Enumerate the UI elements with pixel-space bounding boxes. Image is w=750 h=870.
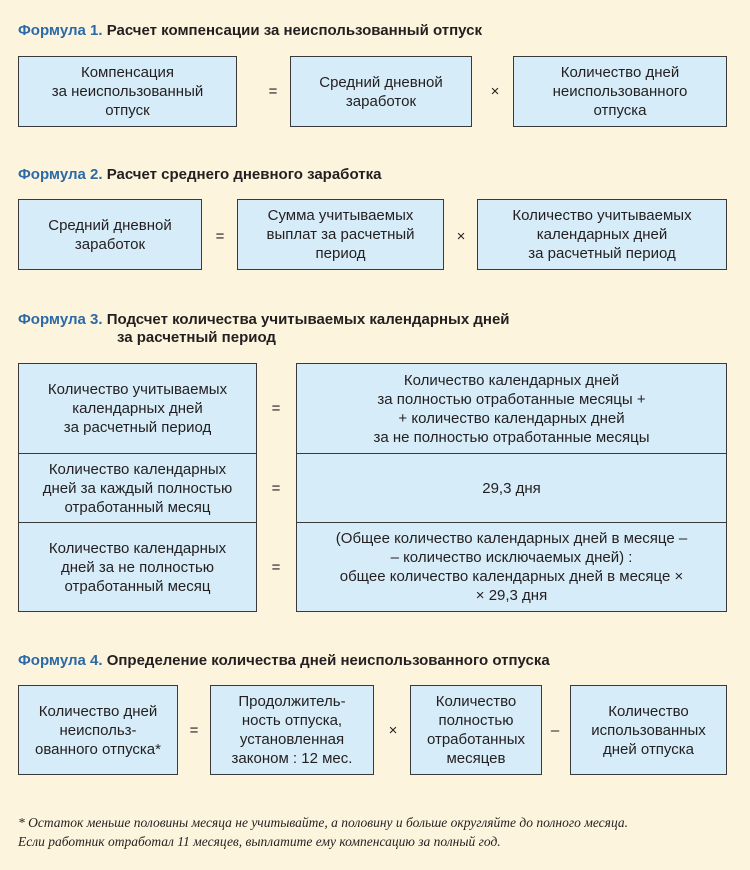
formula1-title: Расчет компенсации за неиспользованный отпуск [106,22,482,39]
formula1-multiply-sign: × [490,83,500,100]
formula2-multiply-sign: × [456,228,466,245]
formula4-box-worked-months: Количество полностью отработанных месяцев [410,685,542,775]
formula4-box-unused-days: Количество дней неиспольз- ованного отпуска* [18,685,178,775]
formula3-heading [18,311,510,347]
formula3-row3-right: (Общее количество календарных дней в месяце – – количество исключаемых дней) : общее количество календарных дней в месяце × × 29,3 дня [296,522,727,612]
formula3-title-line2: за расчетный период [117,329,276,346]
formula3-row1-left: Количество учитываемых календарных дней за расчетный период [18,363,257,454]
formula3-row3-equals-sign: = [271,559,281,576]
formula3-row2-equals-sign: = [271,480,281,497]
formula2-box-payments-sum: Сумма учитываемых выплат за расчетный период [237,199,444,270]
formula3-row1-equals-sign: = [271,400,281,417]
formula3-number: Формула 3. [18,311,103,328]
formula1-number: Формула 1. [18,22,103,39]
formula4-box-used-days: Количество использованных дней отпуска [570,685,727,775]
formula1-heading [18,22,482,40]
formula4-box-leave-duration: Продолжитель- ность отпуска, установленная законом : 12 мес. [210,685,374,775]
formula4-number: Формула 4. [18,652,103,669]
formula4-minus-sign: – [550,722,560,739]
formula4-heading [18,652,550,670]
formula3-row2-left: Количество календарных дней за каждый полностью отработанный месяц [18,453,257,523]
formula4-equals-sign: = [189,722,199,739]
formula1-box-unused-days: Количество дней неиспользованного отпуска [513,56,727,127]
formula1-box-compensation: Компенсация за неиспользованный отпуск [18,56,237,127]
formula4-multiply-sign: × [388,722,398,739]
formula2-heading [18,166,381,184]
formula2-box-calendar-days: Количество учитываемых календарных дней за расчетный период [477,199,727,270]
formula2-equals-sign: = [215,228,225,245]
formula1-equals-sign: = [268,83,278,100]
formula2-title: Расчет среднего дневного заработка [106,166,382,183]
formula2-box-avg-daily-earnings: Средний дневной заработок [18,199,202,270]
formula3-row2-right: 29,3 дня [296,453,727,523]
formula3-row1-right: Количество календарных дней за полностью отработанные месяцы + + количество календарных дней за не полностью отработанные месяцы [296,363,727,454]
formula4-title: Определение количества дней неиспользованного отпуска [106,652,550,669]
formula3-row3-left: Количество календарных дней за не полностью отработанный месяц [18,522,257,612]
footnote: * Остаток меньше половины месяца не учитывайте, а половину и больше округляйте до полного месяца. Если работник отработал 11 месяцев, выплатите ему компенсацию за полный год. [18,815,628,849]
formula2-number: Формула 2. [18,166,103,183]
formula1-box-avg-daily-earnings: Средний дневной заработок [290,56,472,127]
formula3-title-line1: Подсчет количества учитываемых календарных дней [106,311,510,328]
